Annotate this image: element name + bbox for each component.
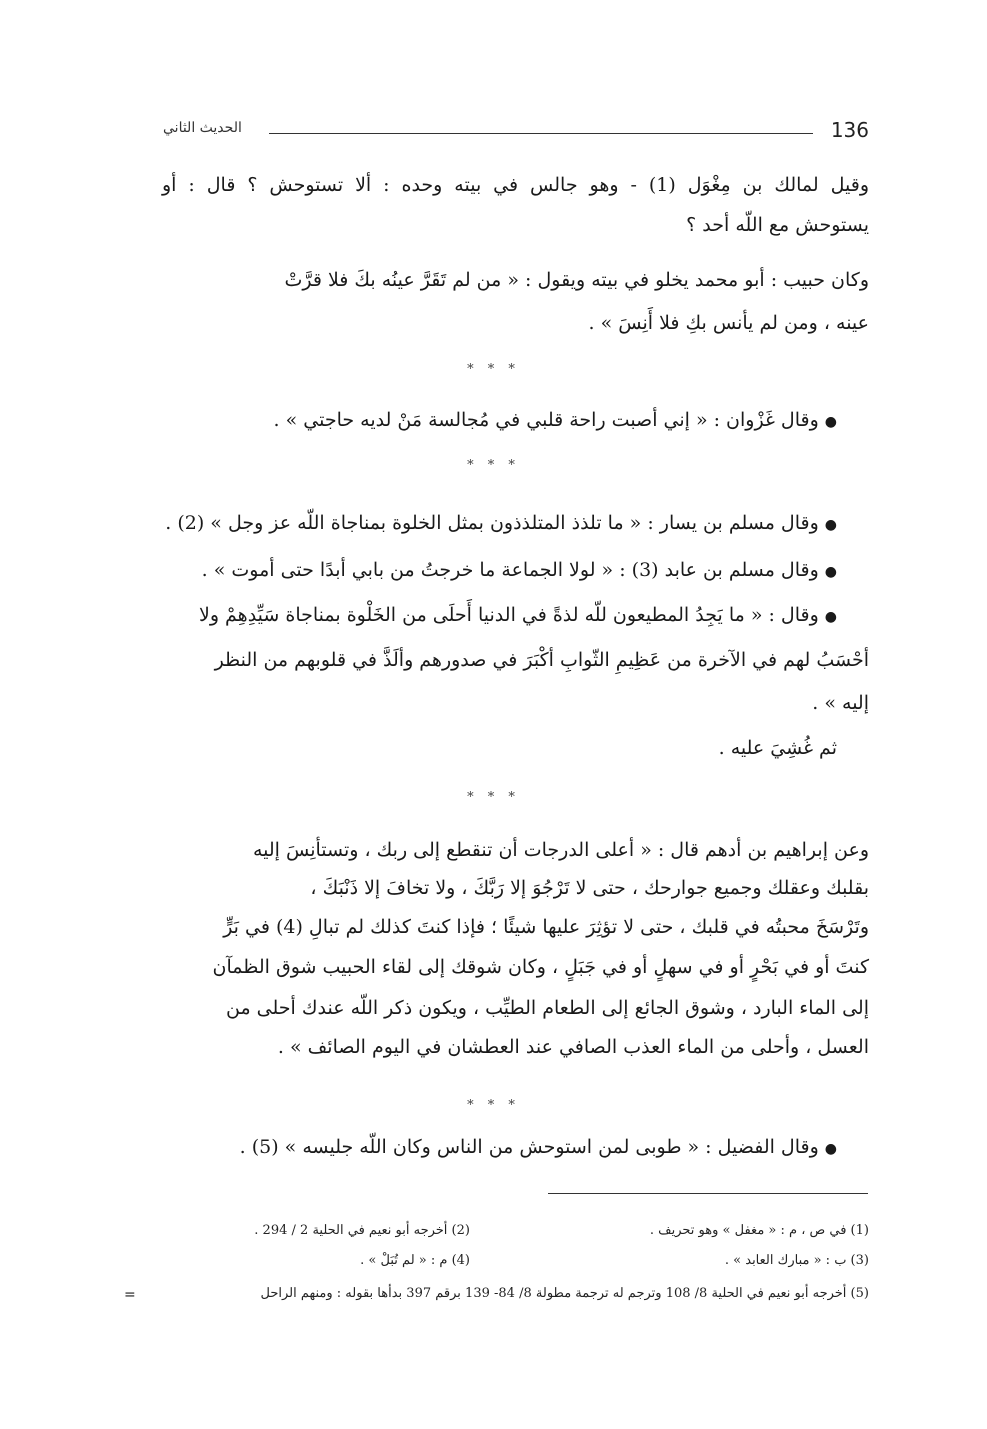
p2-line-1: وكان حبيب : أبو محمد يخلو في بيته ويقول : « من لم تَقَرَّ عينُه بكَ فلا قرَّتْ: [284, 269, 869, 291]
p6-line-3: إليه » .: [812, 692, 869, 714]
bullet-quote-muslim-abid: [202, 555, 837, 587]
footnote-3: (3) ب : « مبارك العابد » .: [724, 1253, 869, 1268]
footnote-4: (4) م : « لم تُبَلْ » .: [360, 1253, 470, 1268]
p6-line-2: أحْسَبُ لهم في الآخرة من عَظِيمِ الثّوابِ أكْبَرَ في صدورهم وألَذَّ في قلوبهم من النظر: [214, 649, 869, 671]
p8-line-4: كنتَ أو في بَحْرٍ أو في سهلٍ أو في جَبَلٍ ، وكان شوقك إلى لقاء الحبيب شوق الظمآن: [212, 956, 869, 978]
bullet-quote-line-1: [199, 600, 837, 632]
p7-line: ثم غُشِيَ عليه .: [718, 737, 837, 759]
section-separator: * * *: [467, 458, 520, 473]
footnote-rule: [548, 1193, 868, 1194]
bullet-icon: ●: [824, 564, 837, 580]
footnote-5: (5) أخرجه أبو نعيم في الحلية 8/ 108 وترجم له ترجمة مطولة 8/ 84- 139 برقم 397 بدأها بقوله : ومنهم الراحل: [260, 1286, 869, 1301]
p8-line-3: وتَرْسَخَ محبتُه في قلبك ، حتى لا تؤثِرَ عليها شيئًا ؛ فإذا كنتَ كذلك لم تبالِ (4) في بَرٍّ: [223, 916, 869, 938]
p8-line-5: إلى الماء البارد ، وشوق الجائع إلى الطعام الطيِّب ، ويكون ذكر اللّه عندك أحلى من: [225, 997, 869, 1019]
page-number: 136: [830, 118, 869, 142]
section-separator: * * *: [467, 790, 520, 805]
p2-line-2: عينه ، ومن لم يأنس بكِ فلا أَنِسَ » .: [588, 312, 869, 334]
quote-text: وقال مسلم بن يسار : « ما تلذذ المتلذذون بمثل الخلوة بمناجاة اللّه عز وجل » (2) .: [165, 512, 819, 534]
header-rule: [269, 133, 813, 134]
footnote-continuation-mark: =: [124, 1287, 136, 1303]
quote-text: وقال الفضيل : « طوبى لمن استوحش من الناس وكان اللّه جليسه » (5) .: [239, 1136, 819, 1158]
footnote-2: (2) أخرجه أبو نعيم في الحلية 2 / 294 .: [254, 1223, 470, 1238]
bullet-icon: ●: [824, 517, 837, 533]
p8-line-2: بقلبك وعقلك وجميع جوارحك ، حتى لا تَرْجُوَ إلا رَبَّكَ ، ولا تخافَ إلا ذَنْبَكَ ،: [310, 877, 869, 899]
bullet-icon: ●: [824, 414, 837, 430]
section-separator: * * *: [467, 1098, 520, 1113]
quote-text: وقال غَزْوان : « إني أصبت راحة قلبي في مُجالسة مَنْ لديه حاجتي » .: [273, 409, 819, 431]
quote-text: وقال : « ما يَجِدُ المطيعون للّه لذةً في الدنيا أَحلَى من الخَلْوة بمناجاة سَيِّدِهِمْ ولا: [198, 604, 819, 626]
bullet-quote-muslim-yasar: [165, 508, 837, 540]
p8-line-6: العسل ، وأحلى من الماء العذب الصافي عند العطشان في اليوم الصائف » .: [277, 1036, 869, 1058]
running-title: الحديث الثاني: [163, 120, 242, 136]
p1-line-1: وقيل لمالك بن مِغْوَل (1) - وهو جالس في بيته وحده : ألا تستوحش ؟ قال : أو: [162, 174, 870, 196]
page-header: [163, 118, 869, 148]
bullet-quote-fudayl: [240, 1132, 837, 1164]
p1-line-2: يستوحش مع اللّه أحد ؟: [686, 214, 869, 236]
footnote-1: (1) في ص ، م : « مغفل » وهو تحريف .: [649, 1223, 869, 1238]
quote-text: وقال مسلم بن عابد (3) : « لولا الجماعة ما خرجتُ من بابي أبدًا حتى أموت » .: [201, 559, 819, 581]
bullet-quote-ghazwan: [274, 405, 837, 437]
section-separator: * * *: [467, 362, 520, 377]
bullet-icon: ●: [824, 609, 837, 625]
bullet-icon: ●: [824, 1141, 837, 1157]
p8-line-1: وعن إبراهيم بن أدهم قال : « أعلى الدرجات أن تنقطع إلى ربك ، وتستأنِسَ إليه: [252, 839, 869, 861]
